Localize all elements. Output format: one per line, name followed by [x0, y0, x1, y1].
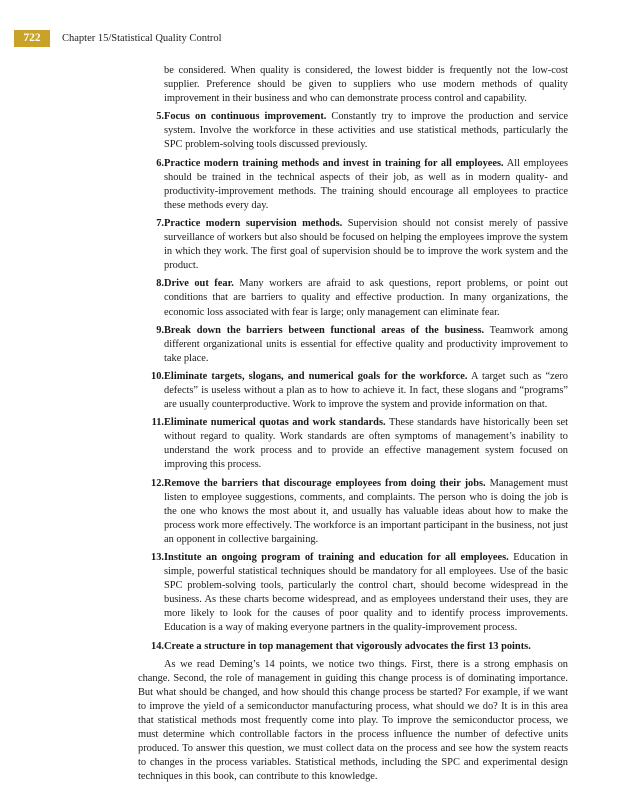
running-header — [14, 30, 222, 47]
list-item-8 — [138, 277, 568, 319]
list-item-11 — [138, 416, 568, 472]
item-title: Drive out fear. — [164, 278, 234, 290]
list-item-14 — [138, 640, 568, 654]
item-title: Break down the barriers between functional areas of the business. — [164, 324, 485, 336]
item-text: All employees should be trained in the technical aspects of their job, as well as in modern quality- and productivity-improvement methods. The training should encourage all employees to practice these methods every day. — [164, 157, 568, 211]
item-text: Education in simple, powerful statistical techniques should be mandatory for all employees. Use of the basic SPC problem-solving tools, particularly the control chart, should become widespread in the business. As these charts become widespread, and as employees understand their uses, they are more likely to look for the causes of poor quality and to identify process improvements. Education is a way of making everyone partners in the quality-improvement process. — [164, 552, 568, 634]
item-title: Remove the barriers that discourage employees from doing their jobs. — [164, 477, 486, 489]
continuation-paragraph: be considered. When quality is considered, the lowest bidder is frequently not the low-cost supplier. Preference should be given to suppliers who use modern methods of quality improvement in their business and who can demonstrate process control and capability. — [164, 65, 568, 105]
chapter-title: Chapter 15/Statistical Quality Control — [62, 33, 222, 44]
page-body — [138, 64, 568, 785]
list-item-9 — [138, 324, 568, 366]
item-text: Many workers are afraid to ask questions, report problems, or point out conditions that are barriers to quality and effective production. In many organizations, the economic loss associated with fear is large; only management can eliminate fear. — [164, 278, 568, 318]
item-number: 14. — [151, 640, 164, 652]
item-text: Supervision should not consist merely of passive surveillance of workers but also should be focused on helping the employees improve the system in which they work. The first goal of supervision should be to improve the work system and the product. — [164, 217, 568, 272]
item-title: Practice modern training methods and invest in training for all employees. — [164, 157, 504, 169]
item-text: A target such as “zero defects” is useless without a plan as to how to achieve it. In fact, these slogans and “programs” are usually counterproductive. Work to improve the system and provide information on that. — [164, 370, 568, 411]
item-title: Eliminate targets, slogans, and numerical goals for the workforce. — [164, 370, 468, 382]
item-title: Eliminate numerical quotas and work standards. — [164, 417, 386, 429]
item-number: 9. — [156, 324, 164, 336]
item-title: Focus on continuous improvement. — [164, 111, 327, 123]
item-number: 12. — [151, 477, 164, 489]
closing-paragraph: As we read Deming’s 14 points, we notice two things. First, there is a strong emphasis on change. Second, the role of management in guiding this change process is of dominating importance. But what should be changed, and how should this change process be started? For example, if we want to improve the yield of a semiconductor manufacturing process, what should we do? It is in this area that statistical methods most frequently come into play. To improve the semiconductor process, we must determine which controllable factors in the process influence the number of defective units produced. To answer this question, we must collect data on the process and see how the system reacts to changes in the process variables. Statistical methods, including the SPC and experimental design techniques in this book, can contribute to this knowledge. — [138, 658, 568, 783]
page-number: 722 — [14, 30, 50, 47]
item-number: 8. — [156, 278, 164, 290]
list-item-6 — [138, 157, 568, 213]
list-item-13 — [138, 551, 568, 636]
item-text: Teamwork among different organizational units is essential for effective quality and productivity improvement to take place. — [164, 324, 568, 364]
item-title: Create a structure in top management that vigorously advocates the first 13 points. — [164, 640, 531, 652]
item-number: 13. — [151, 552, 164, 563]
item-number: 7. — [156, 217, 164, 229]
item-number: 5. — [156, 111, 164, 123]
item-number: 10. — [151, 370, 164, 382]
list-item-12 — [138, 477, 568, 547]
list-item-5 — [138, 110, 568, 152]
item-text: These standards have historically been set without regard to quality. Work standards are often symptoms of management’s inability to understand the work process and to provide an effective management system focused on improving this process. — [164, 417, 569, 471]
list-item-10 — [138, 370, 568, 412]
item-title: Institute an ongoing program of training and education for all employees. — [164, 552, 509, 563]
item-title: Practice modern supervision methods. — [164, 217, 343, 229]
item-number: 6. — [156, 157, 164, 169]
item-text: Constantly try to improve the production and service system. Involve the workforce in these activities and use statistical methods, particularly the SPC problem-solving tools discussed previously. — [164, 111, 568, 151]
item-number: 11. — [151, 417, 164, 429]
list-item-7 — [138, 217, 568, 273]
item-text: Management must listen to employee suggestions, comments, and complaints. The person who is doing the job is the one who knows the most about it, and usually has valuable ideas about how to make the process work more effectively. The workforce is an important participant in the business, not just an opponent in collective bargaining. — [164, 477, 568, 545]
